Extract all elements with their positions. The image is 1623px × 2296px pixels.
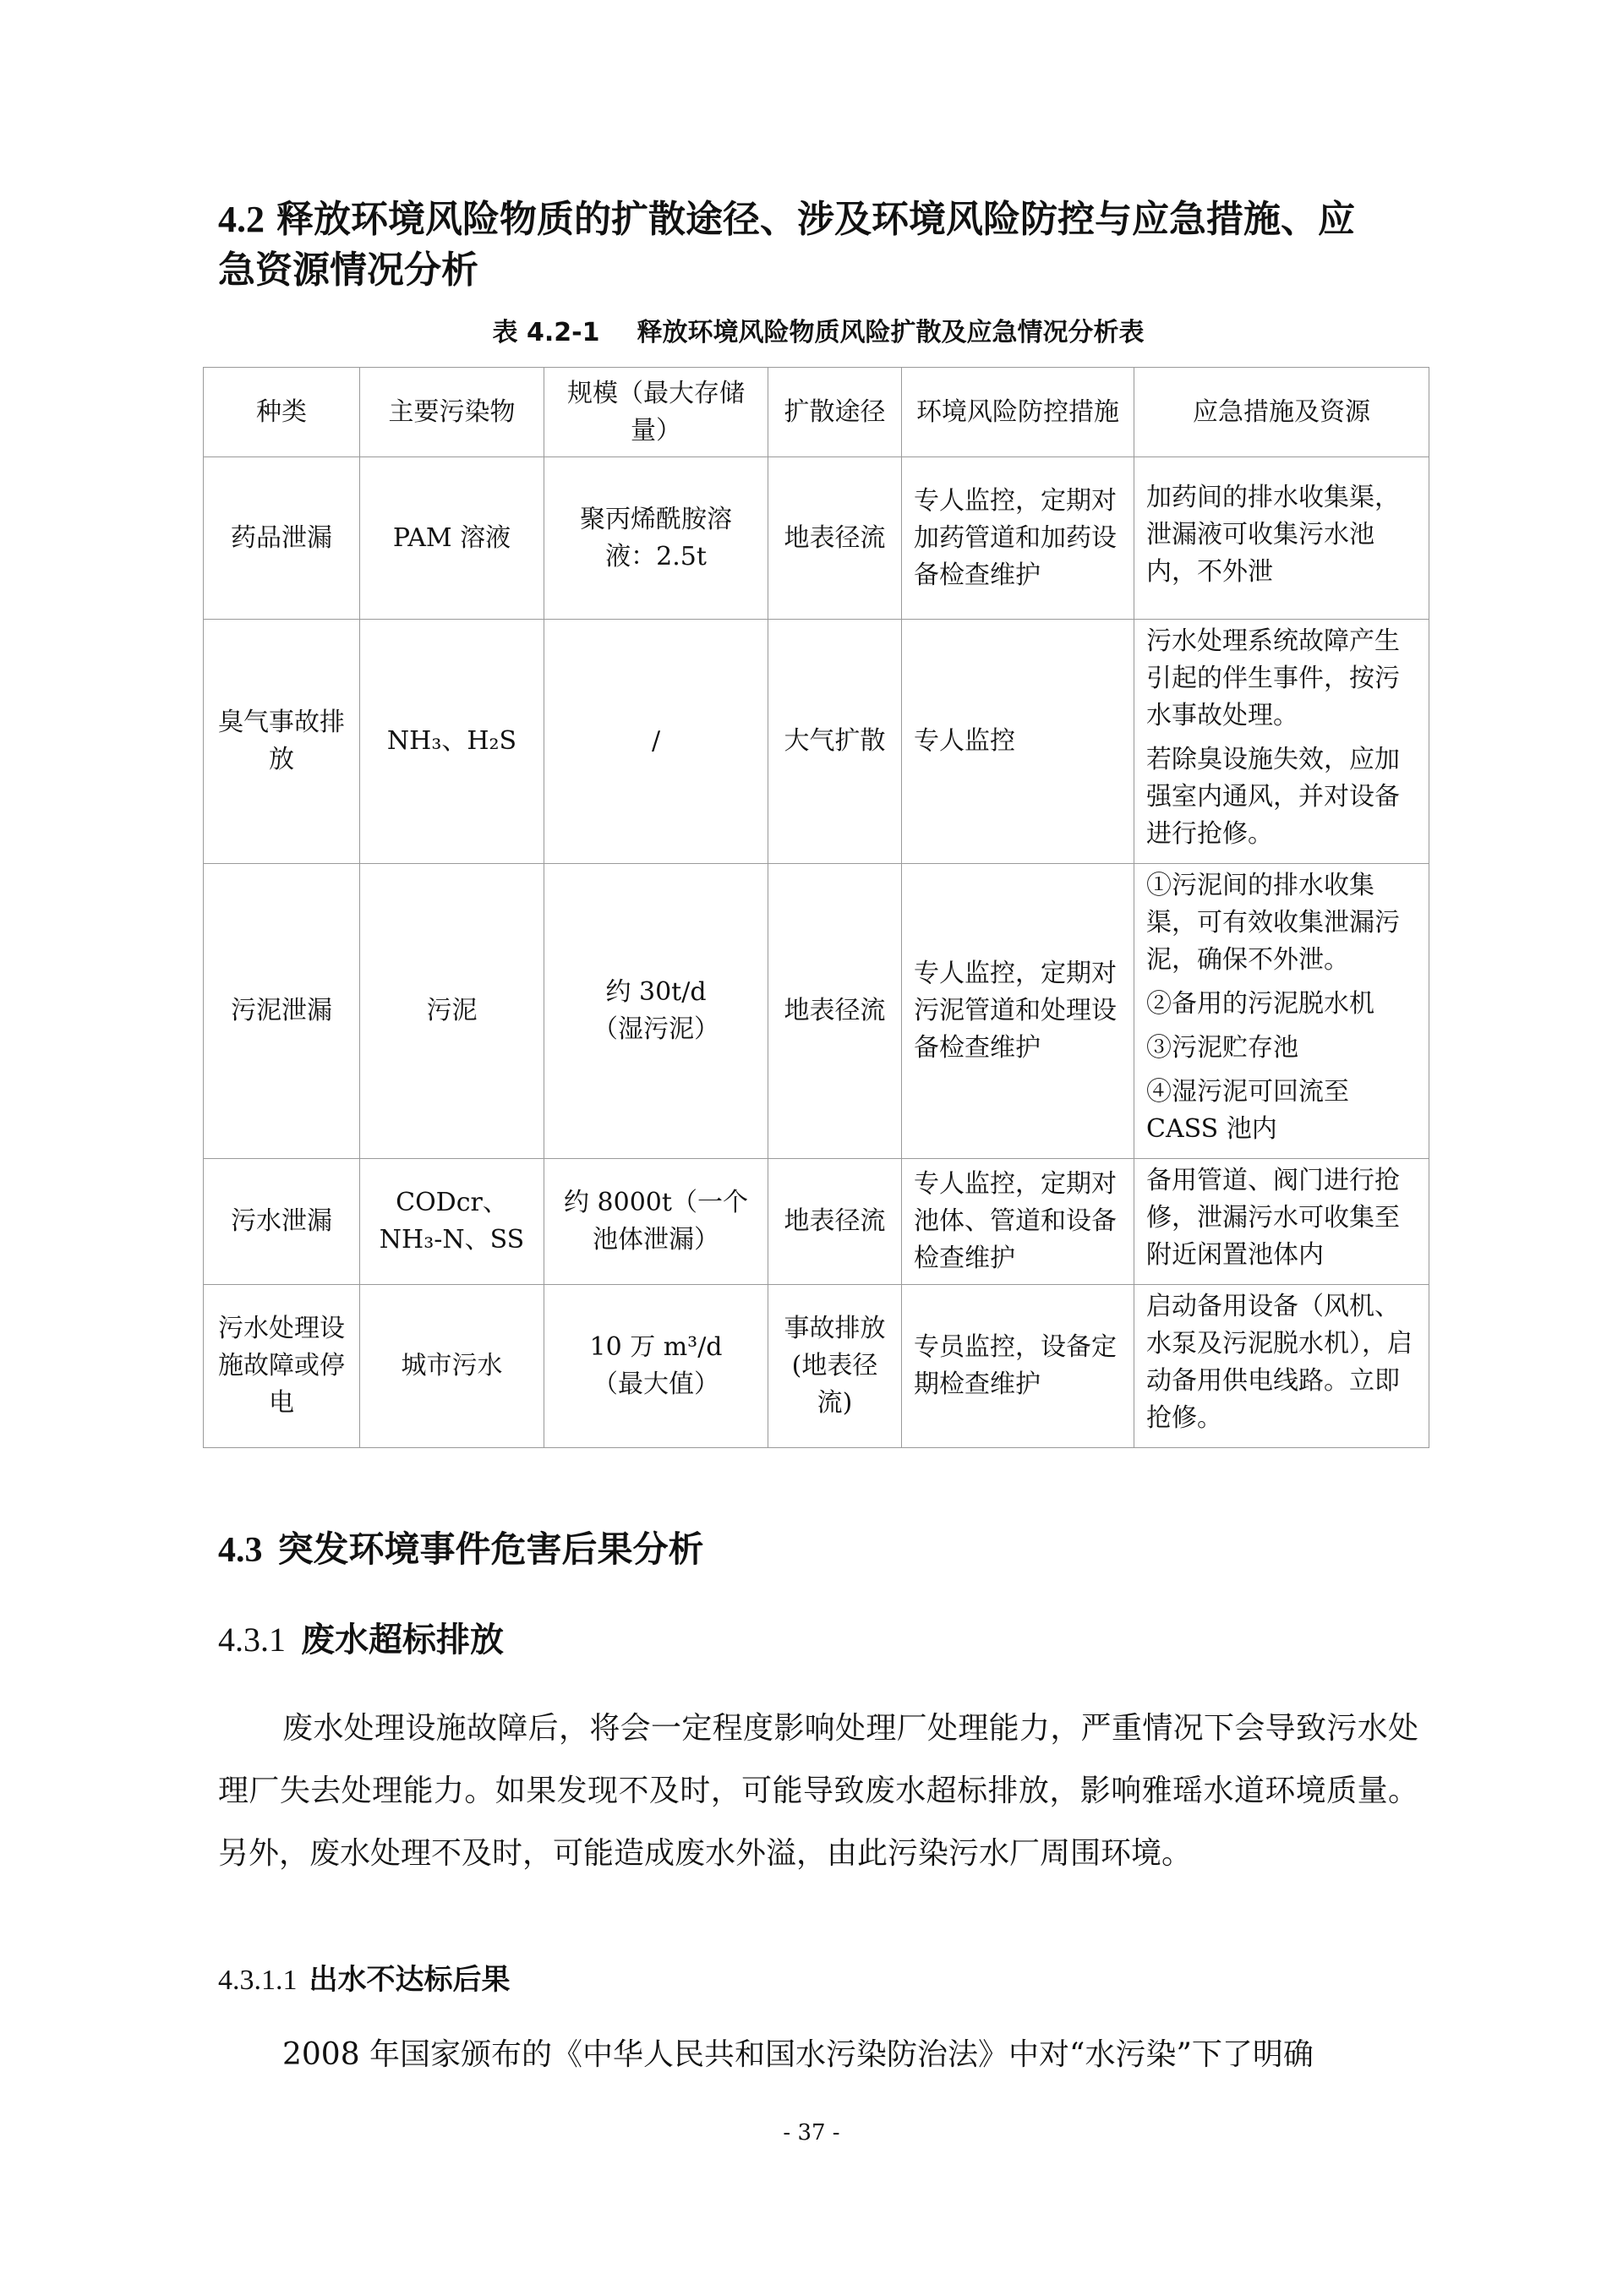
emergency-item: 加药间的排水收集渠，泄漏液可收集污水池内，不外泄 — [1146, 482, 1400, 587]
cell-emergency — [1134, 457, 1429, 620]
cell-scale: 约 30t/d （湿污泥） — [544, 864, 768, 1159]
section-4-3-1-heading — [218, 1613, 504, 1661]
header-type: 种类 — [204, 368, 360, 457]
paragraph-wastewater: 废水处理设施故障后，将会一定程度影响处理厂处理能力，严重情况下会导致污水处理厂失去处理能力。如果发现不及时，可能导致废水超标排放，影响雅瑶水道环境质量。另外，废水处理不及时，可能造成废水外溢，由此污染污水厂周围环境。 — [218, 1711, 1418, 1871]
table-row — [204, 1159, 1429, 1285]
cell-emergency — [1134, 1285, 1429, 1448]
emergency-item: 启动备用设备（风机、水泵及污泥脱水机），启动备用供电线路。立即抢修。 — [1146, 1292, 1413, 1433]
emergency-item: 备用管道、阀门进行抢修，泄漏污水可收集至附近闲置池体内 — [1146, 1166, 1400, 1270]
header-control: 环境风险防控措施 — [902, 368, 1134, 457]
cell-scale: 10 万 m³/d （最大值） — [544, 1285, 768, 1448]
cell-path: 大气扩散 — [768, 620, 902, 864]
table-row — [204, 620, 1429, 864]
section-title: 废水超标排放 — [301, 1621, 504, 1659]
cell-pollutant: 污泥 — [360, 864, 544, 1159]
header-scale: 规模（最大存储量） — [544, 368, 768, 457]
cell-pollutant: 城市污水 — [360, 1285, 544, 1448]
section-number: 4.2 — [218, 199, 265, 240]
table-row — [204, 1285, 1429, 1448]
risk-table — [203, 367, 1429, 1448]
cell-pollutant: CODcr、 NH₃-N、SS — [360, 1159, 544, 1285]
cell-control: 专人监控，定期对加药管道和加药设备检查维护 — [902, 457, 1134, 620]
cell-type: 臭气事故排放 — [204, 620, 360, 864]
emergency-item: 污水处理系统故障产生引起的伴生事件，按污水事故处理。 — [1146, 626, 1400, 730]
cell-scale: 约 8000t（一个池体泄漏） — [544, 1159, 768, 1285]
emergency-item: ①污泥间的排水收集渠，可有效收集泄漏污泥，确保不外泄。 — [1146, 871, 1400, 975]
cell-path: 地表径流 — [768, 864, 902, 1159]
table-header-row — [204, 368, 1429, 457]
section-4-2-heading-line1 — [218, 194, 1418, 245]
emergency-item: ③污泥贮存池 — [1146, 1033, 1298, 1063]
section-number: 4.3.1 — [218, 1621, 286, 1659]
emergency-item: ②备用的污泥脱水机 — [1146, 989, 1374, 1019]
section-title: 出水不达标后果 — [309, 1963, 511, 1997]
cell-emergency — [1134, 1159, 1429, 1285]
cell-type: 污水处理设施故障或停电 — [204, 1285, 360, 1448]
header-pollutant: 主要污染物 — [360, 368, 544, 457]
cell-control: 专员监控，设备定期检查维护 — [902, 1285, 1134, 1448]
section-4-3-heading — [218, 1522, 704, 1572]
cell-path: 地表径流 — [768, 1159, 902, 1285]
table-row — [204, 864, 1429, 1159]
table-caption — [218, 311, 1418, 348]
cell-scale: / — [544, 620, 768, 864]
cell-type: 污泥泄漏 — [204, 864, 360, 1159]
cell-pollutant: PAM 溶液 — [360, 457, 544, 620]
cell-emergency — [1134, 864, 1429, 1159]
cell-pollutant: NH₃、H₂S — [360, 620, 544, 864]
cell-type: 药品泄漏 — [204, 457, 360, 620]
section-number: 4.3.1.1 — [218, 1965, 298, 1996]
table-title: 释放环境风险物质风险扩散及应急情况分析表 — [637, 318, 1145, 347]
section-number: 4.3 — [218, 1531, 263, 1570]
cell-type: 污水泄漏 — [204, 1159, 360, 1285]
table-row — [204, 457, 1429, 620]
section-4-3-1-1-heading — [218, 1956, 511, 1998]
cell-path: 事故排放(地表径流) — [768, 1285, 902, 1448]
cell-scale: 聚丙烯酰胺溶液：2.5t — [544, 457, 768, 620]
page-number: - 37 - — [783, 2120, 840, 2146]
cell-control: 专人监控，定期对污泥管道和处理设备检查维护 — [902, 864, 1134, 1159]
cell-path: 地表径流 — [768, 457, 902, 620]
section-title: 突发环境事件危害后果分析 — [277, 1528, 704, 1570]
cell-emergency — [1134, 620, 1429, 864]
cell-control: 专人监控 — [902, 620, 1134, 864]
header-path: 扩散途径 — [768, 368, 902, 457]
table-number: 表 4.2-1 — [492, 318, 600, 347]
emergency-item: ④湿污泥可回流至 CASS 池内 — [1146, 1077, 1349, 1144]
cell-control: 专人监控，定期对池体、管道和设备检查维护 — [902, 1159, 1134, 1285]
section-4-2-heading-line2: 急资源情况分析 — [218, 249, 478, 292]
section-title: 释放环境风险物质的扩散途径、涉及环境风险防控与应急措施、应 — [276, 198, 1355, 241]
header-emergency: 应急措施及资源 — [1134, 368, 1429, 457]
emergency-item: 若除臭设施失效，应加强室内通风，并对设备进行抢修。 — [1146, 745, 1400, 849]
paragraph-law: 2008 年国家颁布的《中华人民共和国水污染防治法》中对“水污染”下了明确 — [282, 2037, 1314, 2072]
